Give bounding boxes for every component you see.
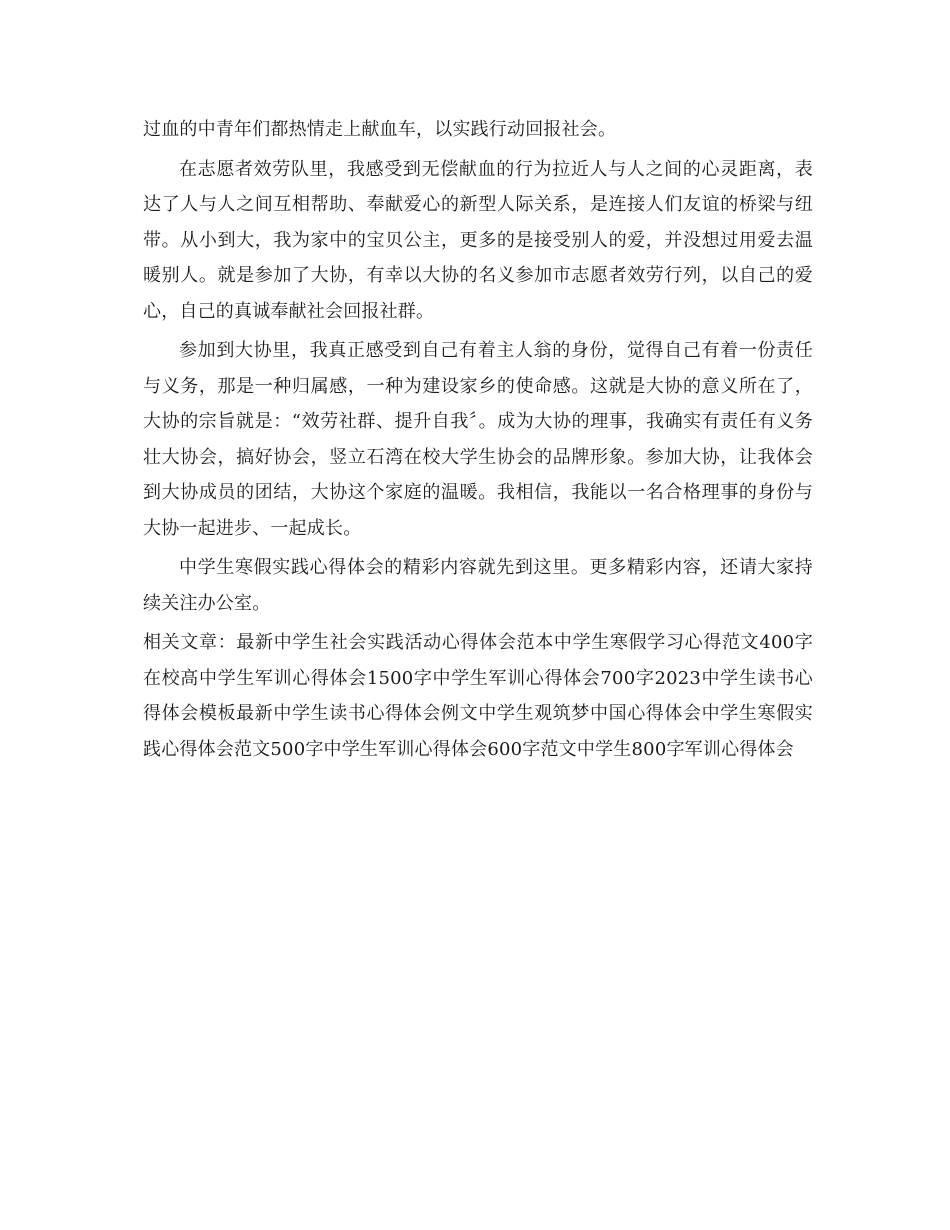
paragraph-continuation: 过血的中青年们都热情走上献血车，以实践行动回报社会。 <box>143 119 617 140</box>
paragraph-closing: 中学生寒假实践心得体会的精彩内容就先到这里。更多精彩内容，还请大家持续关注办公室。 <box>143 557 813 614</box>
related-articles-links[interactable]: 最新中学生社会实践活动心得体会范本中学生寒假学习心得范文400字在校高中学生军训心得体会1500字中学生军训心得体会700字2023中学生读书心得体会模板最新中学生读书心得体会例文中学生观筑梦中国心得体会中学生寒假实践心得体会范文500字中学生军训心得体会600字范文中学生800字军训心得体会 <box>143 632 813 760</box>
paragraph-association: 参加到大协里，我真正感受到自己有着主人翁的身份，觉得自己有着一份责任与义务，那是一种归属感，一种为建设家乡的使命感。这就是大协的意义所在了，大协的宗旨就是：“效劳社群、提升自我〞。成为大协的理事，我确实有责任有义务壮大协会，搞好协会，竖立石湾在校大学生协会的品牌形象。参加大协，让我体会到大协成员的团结，大协这个家庭的温暖。我相信，我能以一名合格理事的身份与大协一起进步、一起成长。 <box>143 340 813 539</box>
related-articles-label: 相关文章： <box>143 632 237 653</box>
related-articles <box>143 625 813 767</box>
document-body <box>143 112 813 771</box>
paragraph-volunteer: 在志愿者效劳队里，我感受到无偿献血的行为拉近人与人之间的心灵距离，表达了人与人之间互相帮助、奉献爱心的新型人际关系，是连接人们友谊的桥梁与纽带。从小到大，我为家中的宝贝公主，更多的是接受别人的爱，并没想过用爱去温暖别人。就是参加了大协，有幸以大协的名义参加市志愿者效劳行列，以自己的爱心，自己的真诚奉献社会回报社群。 <box>143 158 813 322</box>
